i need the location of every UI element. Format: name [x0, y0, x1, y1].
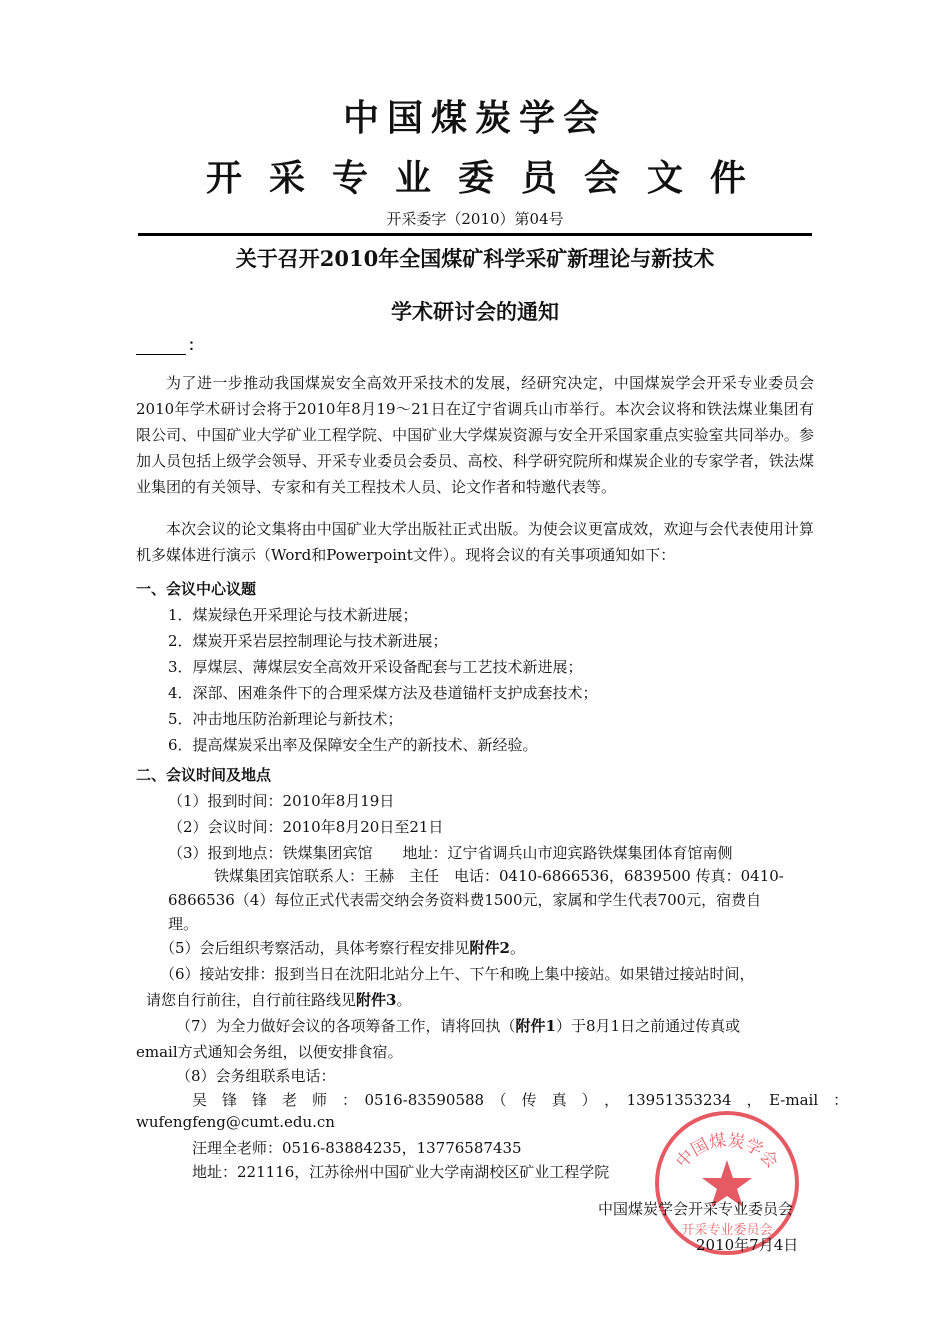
title-char: 专 [331, 158, 368, 199]
title-char: 员 [520, 158, 557, 199]
section-2-heading: 二、会议时间及地点 [136, 766, 272, 784]
contact-wang: 汪理全老师：0516-83884235，13776587435 [192, 1139, 522, 1157]
pickup-end: 。 [396, 991, 412, 1009]
notice-title-line-2: 学术研讨会的通知 [391, 299, 559, 324]
registration-location: （3）报到地点：铁煤集团宾馆 地址：辽宁省调兵山市迎宾路铁煤集团体育馆南侧 [168, 844, 733, 862]
salutation-colon: ： [188, 336, 204, 354]
proceedings-paragraph: 本次会议的论文集将由中国矿业大学出版社正式出版。为使会议更富成效，欢迎与会代表使用计算机多媒体进行演示（Word和Powerpoint文件）。现将会议的有关事项通知如下： [136, 520, 814, 564]
title-char: 委 [457, 158, 494, 199]
receipt-line-2: email方式通知会务组，以便安排食宿。 [136, 1043, 403, 1061]
title-char: 会 [583, 158, 620, 199]
hotel-contact-line: 铁煤集团宾馆联系人：王赫 主任 电话：0410-6866536，6839500 传真：0410- [214, 867, 784, 885]
pickup-line: （6）接站安排：报到当日在沈阳北站分上午、下午和晚上集中接站。如果错过接站时间， [160, 965, 755, 983]
contact-wu-email: wufengfeng@cumt.edu.cn [136, 1113, 335, 1131]
receipt-line [176, 1015, 740, 1036]
salutation-blank [136, 340, 186, 355]
title-char: 文 [646, 158, 683, 199]
topic-item: 5．冲击地压防治新理论与新技术； [168, 710, 403, 728]
fee-line-end: 理。 [168, 915, 199, 933]
pickup-line-2 [146, 989, 411, 1010]
salutation [136, 334, 203, 355]
attachment-2-ref: 附件2 [469, 939, 510, 957]
header-divider [138, 233, 812, 236]
topic-item: 6．提高煤炭采出率及保障安全生产的新技术、新经验。 [168, 736, 538, 754]
notice-title-line-1: 关于召开2010年全国煤矿科学采矿新理论与新技术 [235, 246, 715, 271]
title-char: 采 [268, 158, 305, 199]
document-number: 开采委字（2010）第04号 [386, 210, 564, 228]
topic-item: 1．煤炭绿色开采理论与技术新进展； [168, 606, 418, 624]
field-trip-text: （5）会后组织考察活动，具体考察行程安排见 [160, 939, 470, 957]
org-title: 中国煤炭学会 [342, 98, 607, 139]
pickup-text: 请您自行前往，自行前往路线见 [146, 991, 357, 1009]
topic-item: 4．深部、困难条件下的合理采煤方法及巷道锚杆支护成套技术； [168, 684, 598, 702]
title-char: 业 [394, 158, 431, 199]
fee-line: 6866536（4）每位正式代表需交纳会务资料费1500元，家属和学生代表700元，宿费自 [168, 891, 762, 909]
section-1-heading: 一、会议中心议题 [136, 580, 257, 598]
title-char: 件 [709, 158, 746, 199]
contact-address: 地址：221116，江苏徐州中国矿业大学南湖校区矿业工程学院 [192, 1163, 610, 1181]
attachment-1-ref: 附件1 [515, 1017, 556, 1035]
receipt-text-end: ）于8月1日之前通过传真或 [555, 1017, 741, 1035]
contact-wu: 吴 锋 锋 老 师 ： 0516-83590588 （ 传 真 ） ， 13951353234 ， E-mail ： [192, 1091, 849, 1109]
title-char: 开 [206, 158, 243, 199]
topic-item: 2．煤炭开采岩层控制理论与技术新进展； [168, 632, 448, 650]
document-type-title [206, 150, 746, 201]
signature-org: 中国煤炭学会开采专业委员会 [598, 1200, 794, 1218]
meeting-time: （2）会议时间：2010年8月20日至21日 [168, 818, 444, 836]
receipt-text: （7）为全力做好会议的各项筹备工作，请将回执（ [176, 1017, 516, 1035]
field-trip-end: 。 [509, 939, 525, 957]
registration-time: （1）报到时间：2010年8月19日 [168, 792, 395, 810]
topic-item: 3．厚煤层、薄煤层安全高效开采设备配套与工艺技术新进展； [168, 658, 583, 676]
field-trip-line [160, 937, 525, 958]
seal-top-text: 中国煤炭学会 [672, 1130, 782, 1173]
intro-paragraph: 为了进一步推动我国煤炭安全高效开采技术的发展，经研究决定，中国煤炭学会开采专业委员会2010年学术研讨会将于2010年8月19～21日在辽宁省调兵山市举行。本次会议将和铁法煤业集团有限公司、中国矿业大学矿业工程学院、中国矿业大学煤炭资源与安全开采国家重点实验室共同举办。参加人员包括上级学会领导、开采专业委员会委员、高校、科学研究院所和煤炭企业的专家学者，铁法煤业集团的有关领导、专家和有关工程技术人员、论文作者和特邀代表等。 [136, 374, 814, 496]
contact-heading: （8）会务组联系电话： [176, 1067, 336, 1085]
signature-date: 2010年7月4日 [696, 1236, 799, 1254]
seal-bottom-text: 开采专业委员会 [681, 1223, 773, 1238]
attachment-3-ref: 附件3 [356, 991, 397, 1009]
